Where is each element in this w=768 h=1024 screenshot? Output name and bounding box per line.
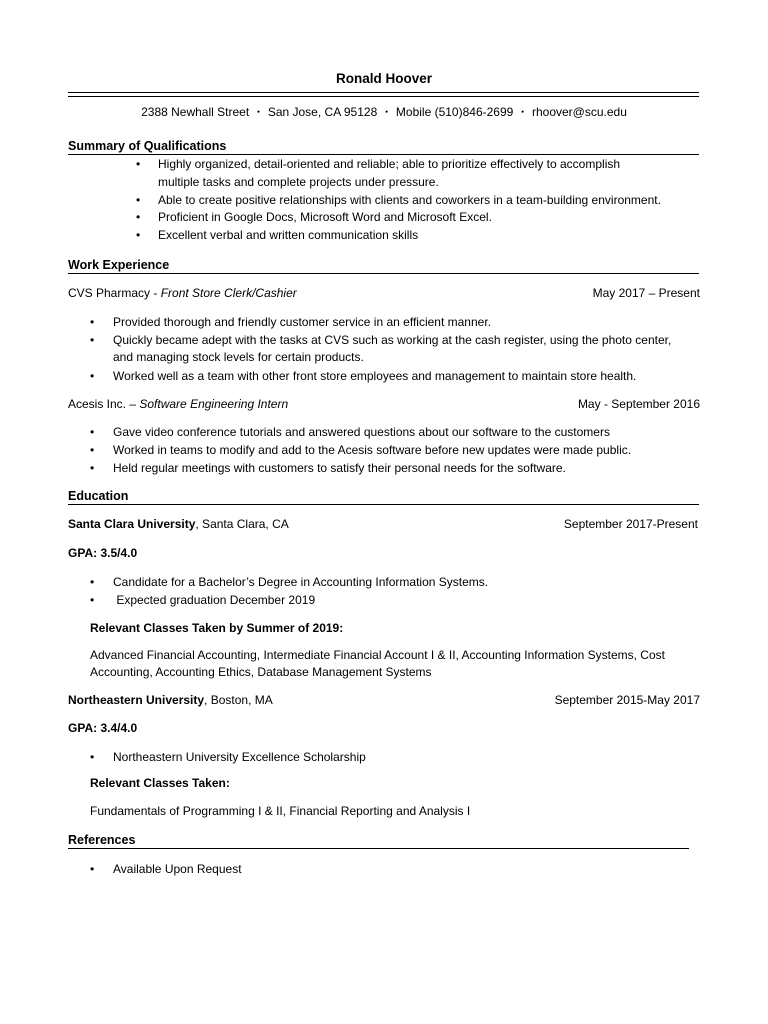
school-name: Northeastern University — [68, 693, 205, 707]
summary-bullet-1: Highly organized, detail-oriented and reliable; able to prioritize effectively to accomplish — [158, 157, 621, 171]
job-separator: - — [150, 286, 161, 300]
job-role: Software Engineering Intern — [139, 397, 289, 411]
bullet-dot: • — [90, 750, 95, 764]
school-heading-northeastern — [68, 693, 273, 707]
bullet-dot: • — [90, 575, 95, 589]
school-location: , Boston, MA — [204, 693, 273, 707]
school-dates: September 2017-Present — [563, 517, 698, 531]
classes-list: Fundamentals of Programming I & II, Financial Reporting and Analysis I — [90, 804, 471, 818]
classes-title: Relevant Classes Taken: — [90, 776, 230, 790]
bullet-dot: • — [136, 193, 141, 207]
job-role: Front Store Clerk/Cashier — [160, 286, 297, 300]
classes-list: Advanced Financial Accounting, Intermediate Financial Account I & II, Accounting Information Systems, Cost — [90, 648, 665, 662]
summary-bullet-2: Able to create positive relationships with clients and coworkers in a team-building environment. — [158, 193, 661, 207]
summary-bullet-4: Excellent verbal and written communication skills — [158, 228, 419, 242]
summary-bullet-3: Proficient in Google Docs, Microsoft Word and Microsoft Excel. — [158, 210, 492, 224]
section-rule-work — [68, 273, 699, 274]
bullet-dot: • — [90, 461, 95, 475]
header-rule-top — [68, 92, 699, 93]
classes-list-cont: Accounting, Accounting Ethics, Database Management Systems — [90, 665, 432, 679]
bullet-dot: • — [136, 157, 141, 171]
bullet-dot: • — [90, 315, 95, 329]
section-rule-references — [68, 848, 689, 849]
resume-name: Ronald Hoover — [335, 71, 432, 86]
bullet-dot: • — [90, 593, 95, 607]
school-name: Santa Clara University — [68, 517, 196, 531]
job-bullet: Worked well as a team with other front store employees and management to maintain store health. — [113, 369, 637, 383]
bullet-dot: • — [90, 862, 95, 876]
references-bullet: Available Upon Request — [113, 862, 242, 876]
job-bullet: Provided thorough and friendly customer service in an efficient manner. — [113, 315, 491, 329]
job-dates: May 2017 – Present — [592, 286, 700, 300]
job-bullet-cont: and managing stock levels for certain products. — [113, 350, 364, 364]
classes-title: Relevant Classes Taken by Summer of 2019: — [90, 621, 344, 635]
job-bullet: Quickly became adept with the tasks at CVS such as working at the cash register, using the photo center, — [113, 333, 672, 347]
job-company: Acesis Inc. — [68, 397, 127, 411]
contact-line: 2388 Newhall Street ・ San Jose, CA 95128 ・ Mobile (510)846-2699 ・ rhoover@scu.edu — [141, 105, 627, 119]
section-title-education: Education — [68, 489, 129, 503]
bullet-dot: • — [90, 443, 95, 457]
section-rule-summary — [68, 154, 699, 155]
school-location: , Santa Clara, CA — [195, 517, 289, 531]
school-bullet: Expected graduation December 2019 — [113, 593, 316, 607]
job-heading-acesis — [68, 397, 288, 411]
job-heading-cvs — [68, 286, 297, 300]
job-bullet: Held regular meetings with customers to satisfy their personal needs for the software. — [113, 461, 566, 475]
section-rule-education — [68, 504, 699, 505]
section-title-references: References — [68, 833, 136, 847]
school-dates: September 2015-May 2017 — [554, 693, 700, 707]
school-bullet: Northeastern University Excellence Scholarship — [113, 750, 366, 764]
section-title-summary: Summary of Qualifications — [68, 139, 227, 153]
section-title-work: Work Experience — [68, 258, 170, 272]
school-gpa: GPA: 3.4/4.0 — [68, 721, 138, 735]
job-company: CVS Pharmacy — [68, 286, 151, 300]
bullet-dot: • — [90, 369, 95, 383]
bullet-dot: • — [90, 333, 95, 347]
header-rule-bottom — [68, 96, 699, 97]
bullet-dot: • — [136, 228, 141, 242]
job-bullet: Worked in teams to modify and add to the Acesis software before new updates were made public. — [113, 443, 632, 457]
school-heading-scu — [68, 517, 289, 531]
bullet-dot: • — [90, 425, 95, 439]
job-separator: – — [126, 397, 140, 411]
bullet-dot: • — [136, 210, 141, 224]
job-bullet: Gave video conference tutorials and answered questions about our software to the customers — [113, 425, 610, 439]
school-gpa: GPA: 3.5/4.0 — [68, 546, 138, 560]
summary-bullet-1-cont: multiple tasks and complete projects under pressure. — [158, 175, 439, 189]
job-dates: May - September 2016 — [577, 397, 700, 411]
school-bullet: Candidate for a Bachelor’s Degree in Accounting Information Systems. — [113, 575, 489, 589]
